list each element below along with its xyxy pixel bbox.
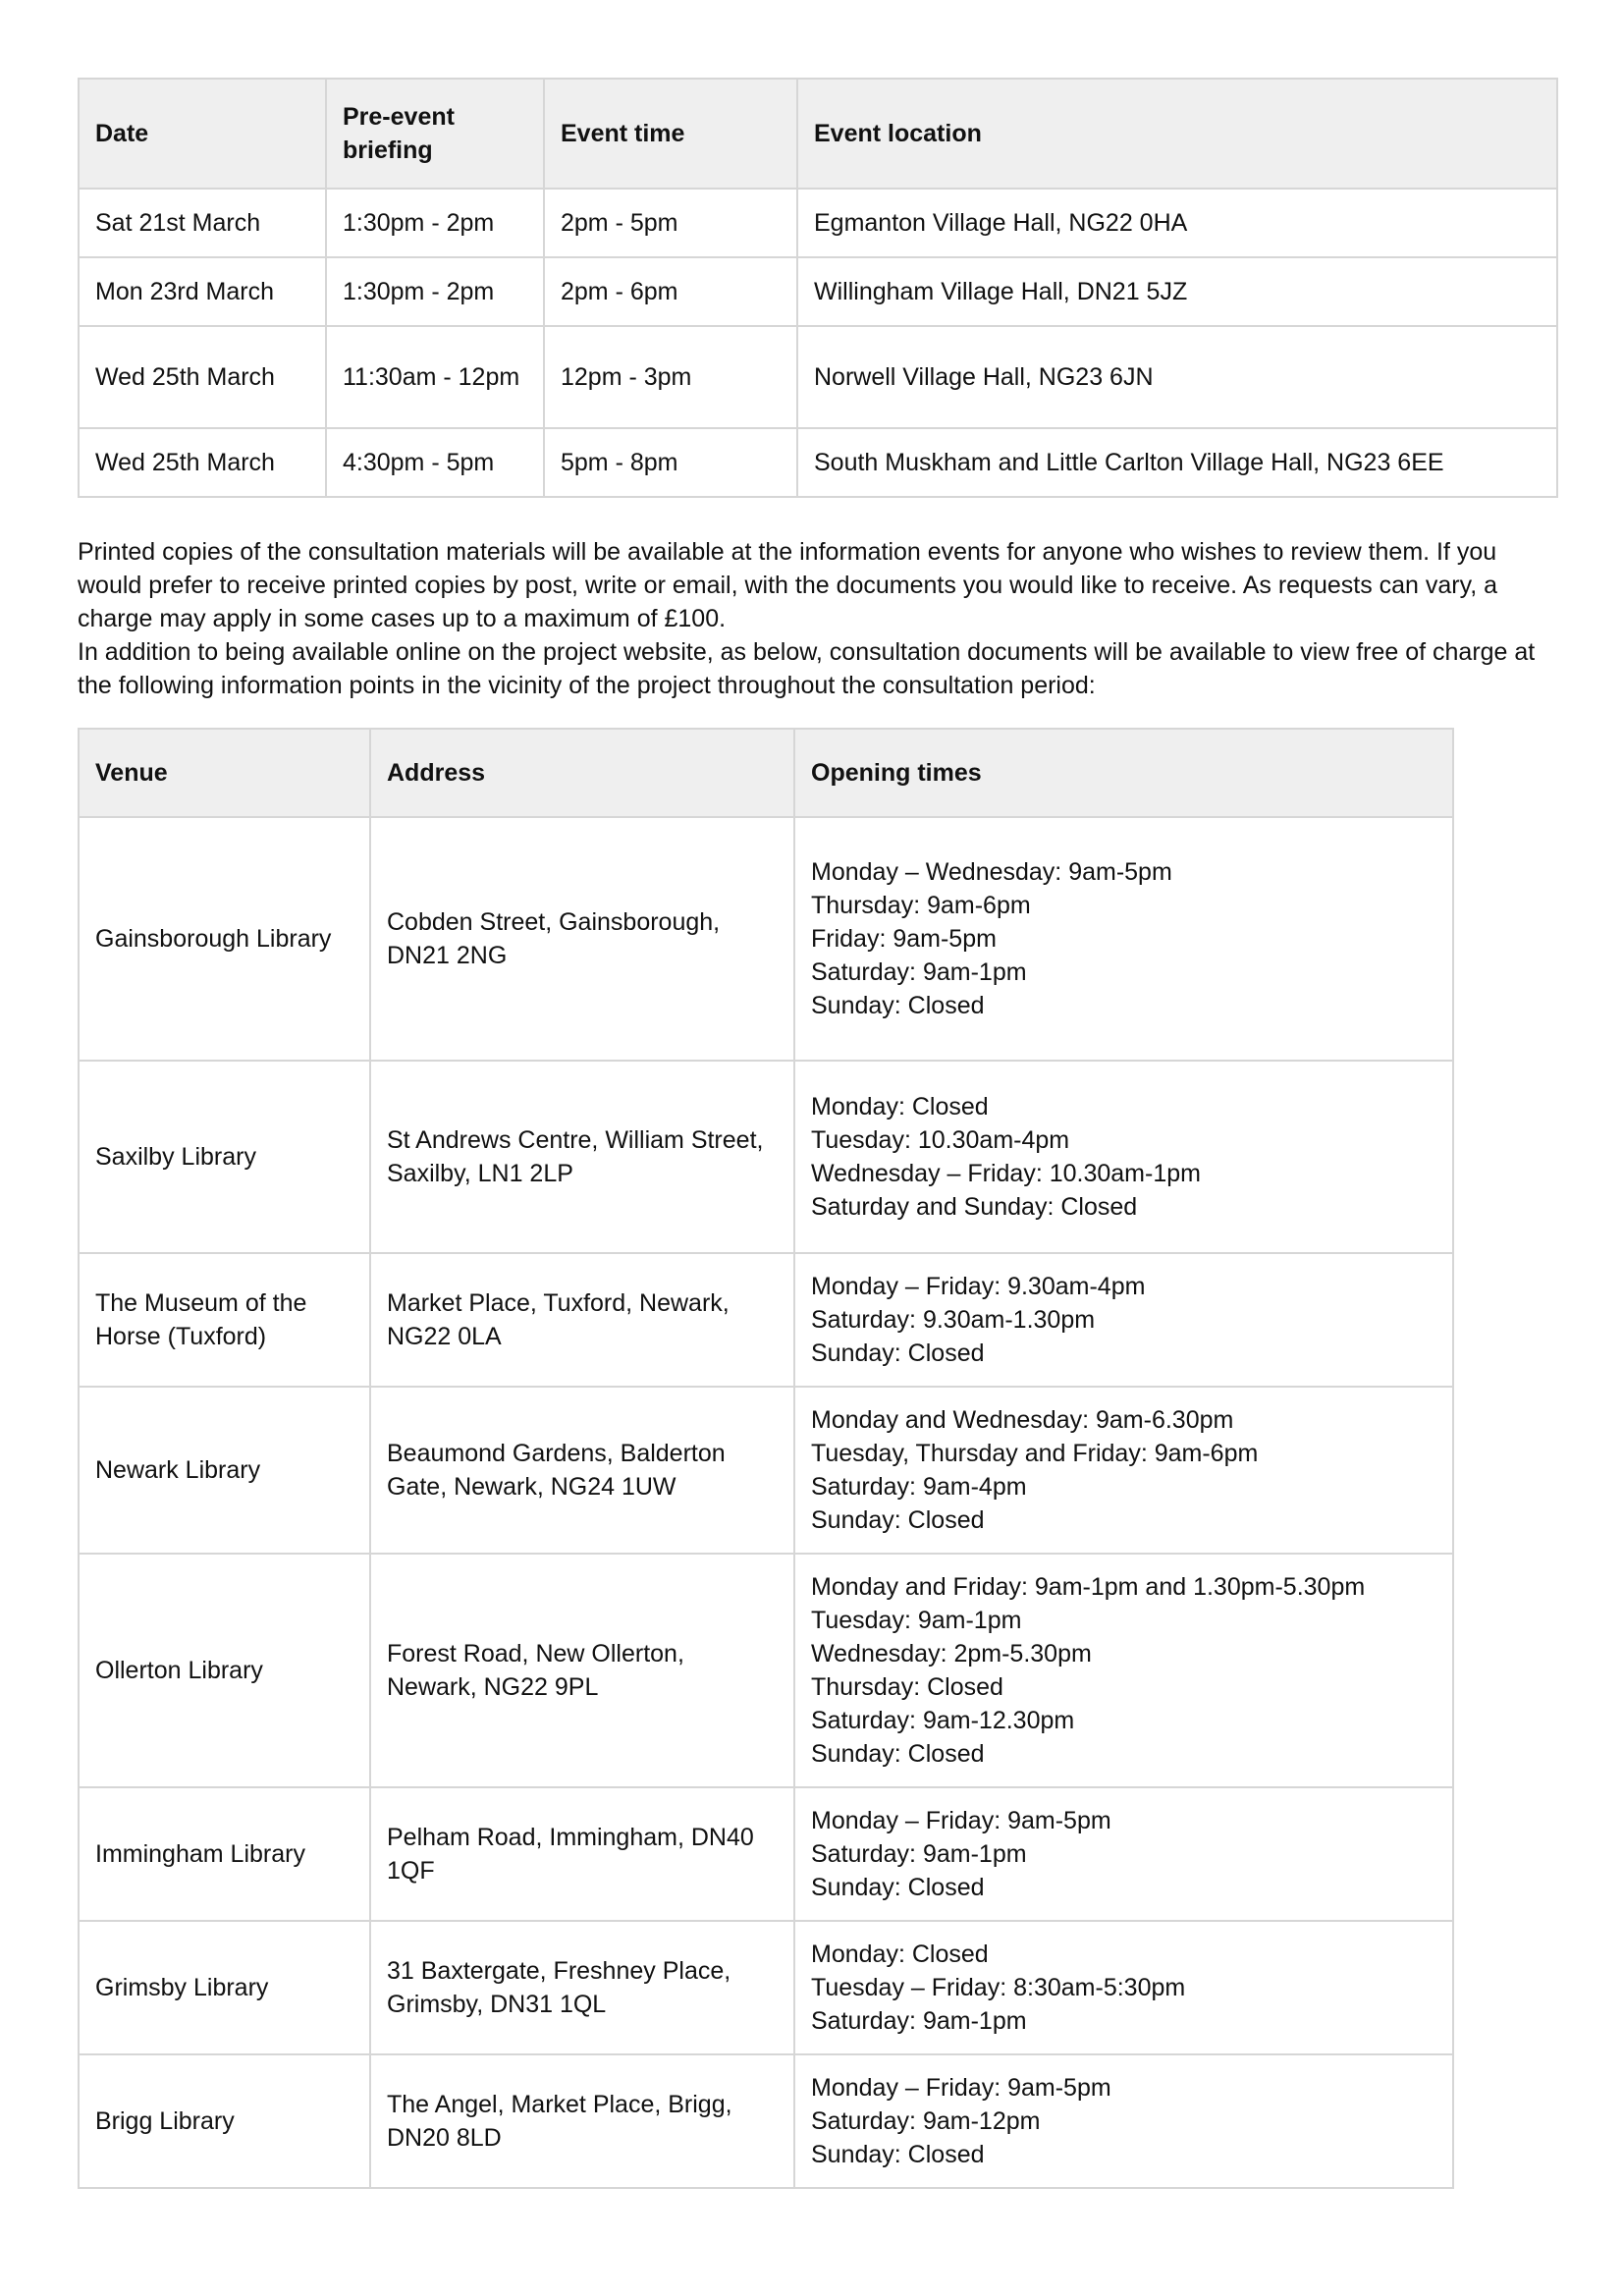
event-location: Norwell Village Hall, NG23 6JN <box>797 326 1557 428</box>
venue-address: Market Place, Tuxford, Newark, NG22 0LA <box>370 1253 794 1387</box>
event-briefing: 4:30pm - 5pm <box>326 428 544 497</box>
opening-time-line: Tuesday: 9am-1pm <box>811 1607 1022 1634</box>
header-address: Address <box>370 729 794 817</box>
events-header-row <box>79 79 1557 189</box>
opening-time-line: Monday and Wednesday: 9am-6.30pm <box>811 1406 1234 1434</box>
venue-name: Immingham Library <box>79 1787 370 1921</box>
event-time: 12pm - 3pm <box>544 326 797 428</box>
table-row <box>79 2054 1453 2188</box>
paragraph-information-points: In addition to being available online on the project website, as below, consultation documents will be available to view free of charge at the following information points in the vicinity of the project throughout the consultation period: <box>78 638 1536 699</box>
venue-name: Grimsby Library <box>79 1921 370 2054</box>
venues-table <box>78 728 1454 2189</box>
opening-time-line: Thursday: Closed <box>811 1673 1003 1701</box>
event-time: 5pm - 8pm <box>544 428 797 497</box>
venue-opening-times <box>794 1554 1453 1787</box>
header-event-location: Event location <box>797 79 1557 189</box>
table-row <box>79 189 1557 257</box>
venue-opening-times <box>794 1253 1453 1387</box>
opening-time-line: Tuesday – Friday: 8:30am-5:30pm <box>811 1974 1186 2001</box>
event-date: Mon 23rd March <box>79 257 326 326</box>
opening-time-line: Sunday: Closed <box>811 992 985 1019</box>
opening-time-line: Wednesday: 2pm-5.30pm <box>811 1640 1092 1667</box>
document-page <box>78 78 1556 2189</box>
venue-name: Saxilby Library <box>79 1061 370 1253</box>
table-row <box>79 1061 1453 1253</box>
venue-address: The Angel, Market Place, Brigg, DN20 8LD <box>370 2054 794 2188</box>
venue-name: Gainsborough Library <box>79 817 370 1061</box>
opening-time-line: Monday – Friday: 9am-5pm <box>811 1807 1111 1834</box>
opening-time-line: Saturday: 9am-1pm <box>811 2007 1027 2035</box>
event-time: 2pm - 5pm <box>544 189 797 257</box>
opening-time-line: Wednesday – Friday: 10.30am-1pm <box>811 1160 1201 1187</box>
consultation-text <box>78 535 1556 702</box>
opening-time-line: Saturday: 9am-1pm <box>811 1840 1027 1868</box>
opening-time-line: Saturday: 9am-4pm <box>811 1473 1027 1501</box>
opening-time-line: Monday – Friday: 9am-5pm <box>811 2074 1111 2102</box>
event-briefing: 1:30pm - 2pm <box>326 257 544 326</box>
table-row <box>79 817 1453 1061</box>
opening-time-line: Monday: Closed <box>811 1941 989 1968</box>
venue-opening-times <box>794 2054 1453 2188</box>
venue-opening-times <box>794 1387 1453 1554</box>
header-date: Date <box>79 79 326 189</box>
opening-time-line: Saturday: 9.30am-1.30pm <box>811 1306 1096 1334</box>
event-date: Wed 25th March <box>79 428 326 497</box>
opening-time-line: Sunday: Closed <box>811 1740 985 1768</box>
opening-time-line: Sunday: Closed <box>811 1339 985 1367</box>
events-table <box>78 78 1558 498</box>
paragraph-printed-copies: Printed copies of the consultation materials will be available at the information events for anyone who wishes to review them. If you would prefer to receive printed copies by post, write or email, with the documents you would like to receive. As requests can vary, a charge may apply in some cases up to a maximum of £100. <box>78 538 1498 632</box>
venue-address: 31 Baxtergate, Freshney Place, Grimsby, DN31 1QL <box>370 1921 794 2054</box>
venue-opening-times <box>794 1061 1453 1253</box>
event-time: 2pm - 6pm <box>544 257 797 326</box>
event-date: Sat 21st March <box>79 189 326 257</box>
opening-time-line: Sunday: Closed <box>811 1506 985 1534</box>
venue-opening-times <box>794 1787 1453 1921</box>
venue-address: St Andrews Centre, William Street, Saxilby, LN1 2LP <box>370 1061 794 1253</box>
header-event-time: Event time <box>544 79 797 189</box>
event-briefing: 1:30pm - 2pm <box>326 189 544 257</box>
opening-time-line: Saturday and Sunday: Closed <box>811 1193 1138 1221</box>
opening-time-line: Sunday: Closed <box>811 2141 985 2168</box>
venue-name: The Museum of the Horse (Tuxford) <box>79 1253 370 1387</box>
event-briefing: 11:30am - 12pm <box>326 326 544 428</box>
venue-opening-times <box>794 817 1453 1061</box>
opening-time-line: Tuesday: 10.30am-4pm <box>811 1126 1070 1154</box>
venue-address: Forest Road, New Ollerton, Newark, NG22 9PL <box>370 1554 794 1787</box>
venue-address: Cobden Street, Gainsborough, DN21 2NG <box>370 817 794 1061</box>
venue-address: Beaumond Gardens, Balderton Gate, Newark, NG24 1UW <box>370 1387 794 1554</box>
table-row <box>79 1387 1453 1554</box>
opening-time-line: Saturday: 9am-12.30pm <box>811 1707 1075 1734</box>
table-row <box>79 1921 1453 2054</box>
venue-address: Pelham Road, Immingham, DN40 1QF <box>370 1787 794 1921</box>
opening-time-line: Monday and Friday: 9am-1pm and 1.30pm-5.30pm <box>811 1573 1366 1601</box>
table-row <box>79 428 1557 497</box>
opening-time-line: Monday: Closed <box>811 1093 989 1121</box>
table-row <box>79 1554 1453 1787</box>
header-pre-event-briefing: Pre-event briefing <box>326 79 544 189</box>
opening-time-line: Monday – Friday: 9.30am-4pm <box>811 1273 1146 1300</box>
table-row <box>79 1253 1453 1387</box>
opening-time-line: Monday – Wednesday: 9am-5pm <box>811 858 1172 886</box>
opening-time-line: Friday: 9am-5pm <box>811 925 997 953</box>
event-location: Egmanton Village Hall, NG22 0HA <box>797 189 1557 257</box>
venue-name: Newark Library <box>79 1387 370 1554</box>
header-opening-times: Opening times <box>794 729 1453 817</box>
venue-name: Ollerton Library <box>79 1554 370 1787</box>
header-venue: Venue <box>79 729 370 817</box>
venue-opening-times <box>794 1921 1453 2054</box>
event-location: Willingham Village Hall, DN21 5JZ <box>797 257 1557 326</box>
venues-header-row <box>79 729 1453 817</box>
opening-time-line: Saturday: 9am-1pm <box>811 958 1027 986</box>
table-row <box>79 257 1557 326</box>
opening-time-line: Sunday: Closed <box>811 1874 985 1901</box>
opening-time-line: Saturday: 9am-12pm <box>811 2107 1041 2135</box>
event-date: Wed 25th March <box>79 326 326 428</box>
venue-name: Brigg Library <box>79 2054 370 2188</box>
event-location: South Muskham and Little Carlton Village Hall, NG23 6EE <box>797 428 1557 497</box>
table-row <box>79 1787 1453 1921</box>
opening-time-line: Thursday: 9am-6pm <box>811 892 1031 919</box>
table-row <box>79 326 1557 428</box>
opening-time-line: Tuesday, Thursday and Friday: 9am-6pm <box>811 1440 1259 1467</box>
